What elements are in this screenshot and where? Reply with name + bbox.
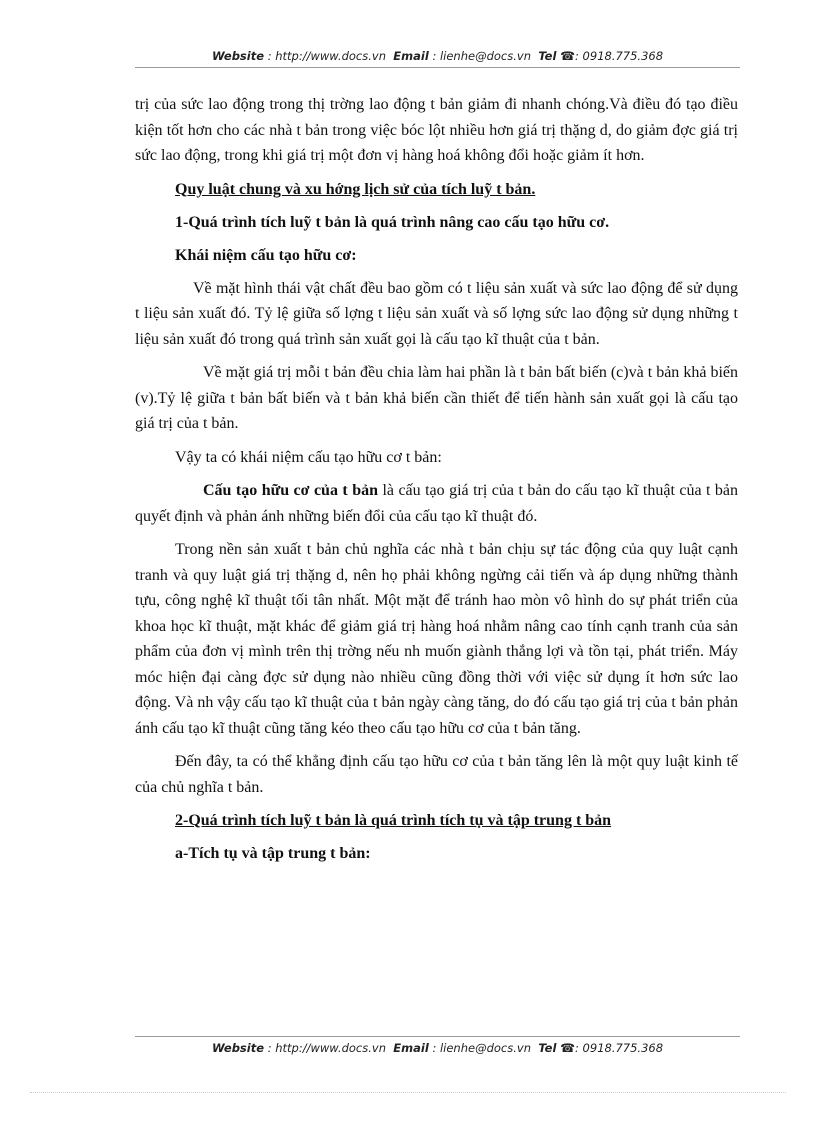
email-value: : lienhe@docs.vn (432, 49, 531, 63)
paragraph-value-structure: Về mặt giá trị mỗi t bản đều chia làm hai phần là t bản bất biến (c)và t bản khả biến (v).Tỷ lệ giữa t bản bất biến và t bản khả biến cần thiết để tiến hành sản xuất gọi là cấu tạo giá trị của t bản. (135, 364, 738, 432)
paragraph-organic-definition (135, 478, 738, 529)
telephone-icon: ☎ (560, 49, 576, 63)
paragraph-conclusion: Đến đây, ta có thể khẳng định cấu tạo hữu cơ của t bản tăng lên là một quy luật kinh tế của chủ nghĩa t bản. (135, 753, 738, 796)
website-label: Website (211, 49, 265, 63)
tel-label: Tel (538, 1041, 557, 1055)
section-heading-general-law: Quy luật chung và xu hớng lịch sử của tích luỹ t bản. (175, 180, 536, 198)
website-label: Website (211, 1041, 265, 1055)
document-body (135, 92, 738, 874)
subsection-heading-1: 1-Quá trình tích luỹ t bản là quá trình nâng cao cấu tạo hữu cơ. (175, 213, 610, 231)
definition-term: Cấu tạo hữu cơ của t bản (203, 482, 378, 499)
paragraph-competition: Trong nền sản xuất t bản chủ nghĩa các nhà t bản chịu sự tác động của quy luật cạnh tranh và quy luật giá trị thặng d, nên họ phải không ngừng cải tiến và áp dụng những thành tựu, công nghệ kĩ thuật tối tân nhất. Một mặt để tránh hao mòn vô hình do sự phát triển của khoa học kĩ thuật, mặt khác để giảm giá trị hàng hoá nhằm nâng cao tính cạnh tranh của sản phẩm của đơn vị mình trên thị trờng nếu nh muốn giành thắng lợi và tồn tại, phát triển. Máy móc hiện đại càng đợc sử dụng nào nhiều cũng đồng thời với việc sử dụng ít hơn sức lao động. Và nh vậy cấu tạo kĩ thuật của t bản ngày càng tăng, do đó cấu tạo giá trị của t bản phản ánh cấu tạo kĩ thuật cũng tăng kéo theo cấu tạo hữu cơ của t bản tăng. (135, 541, 738, 737)
page-bottom-divider (30, 1092, 786, 1093)
concept-heading: Khái niệm cấu tạo hữu cơ: (175, 246, 357, 264)
email-value: : lienhe@docs.vn (432, 1041, 531, 1055)
email-label: Email (393, 49, 429, 63)
email-label: Email (393, 1041, 429, 1055)
website-value: : http://www.docs.vn (267, 49, 386, 63)
page-header (135, 45, 740, 68)
tel-label: Tel (538, 49, 557, 63)
subsection-heading-2: 2-Quá trình tích luỹ t bản là quá trình tích tụ và tập trung t bản (175, 812, 612, 829)
subsection-heading-2a: a-Tích tụ và tập trung t bản: (175, 845, 371, 862)
paragraph-concept-intro: Vậy ta có khái niệm cấu tạo hữu cơ t bản: (175, 448, 442, 466)
telephone-icon: ☎ (560, 1041, 576, 1055)
tel-value: : 0918.775.368 (575, 1041, 664, 1055)
paragraph-intro: trị của sức lao động trong thị trờng lao động t bản giảm đi nhanh chóng.Và điều đó tạo điều kiện tốt hơn cho các nhà t bản trong việc bóc lột nhiều hơn giá trị thặng d, do giảm đợc giá trị sức lao động, trong khi giá trị một đơn vị hàng hoá không đổi hoặc giảm ít hơn. (135, 96, 738, 164)
page-footer (135, 1036, 740, 1059)
definition-text: là cấu tạo giá trị của t bản do cấu tạo kĩ thuật của t bản quyết định và phản ánh những biến đổi của cấu tạo kĩ thuật đó. (135, 482, 739, 525)
tel-value: : 0918.775.368 (575, 49, 664, 63)
website-value: : http://www.docs.vn (267, 1041, 386, 1055)
paragraph-technical-structure: Về mặt hình thái vật chất đều bao gồm có t liệu sản xuất và sức lao động để sử dụng t liệu sản xuất đó. Tỷ lệ giữa số lợng t liệu sản xuất và số lợng sức lao động sử dụng những t liệu sản xuất đó trong quá trình sản xuất gọi là cấu tạo kĩ thuật của t bản. (135, 279, 738, 348)
